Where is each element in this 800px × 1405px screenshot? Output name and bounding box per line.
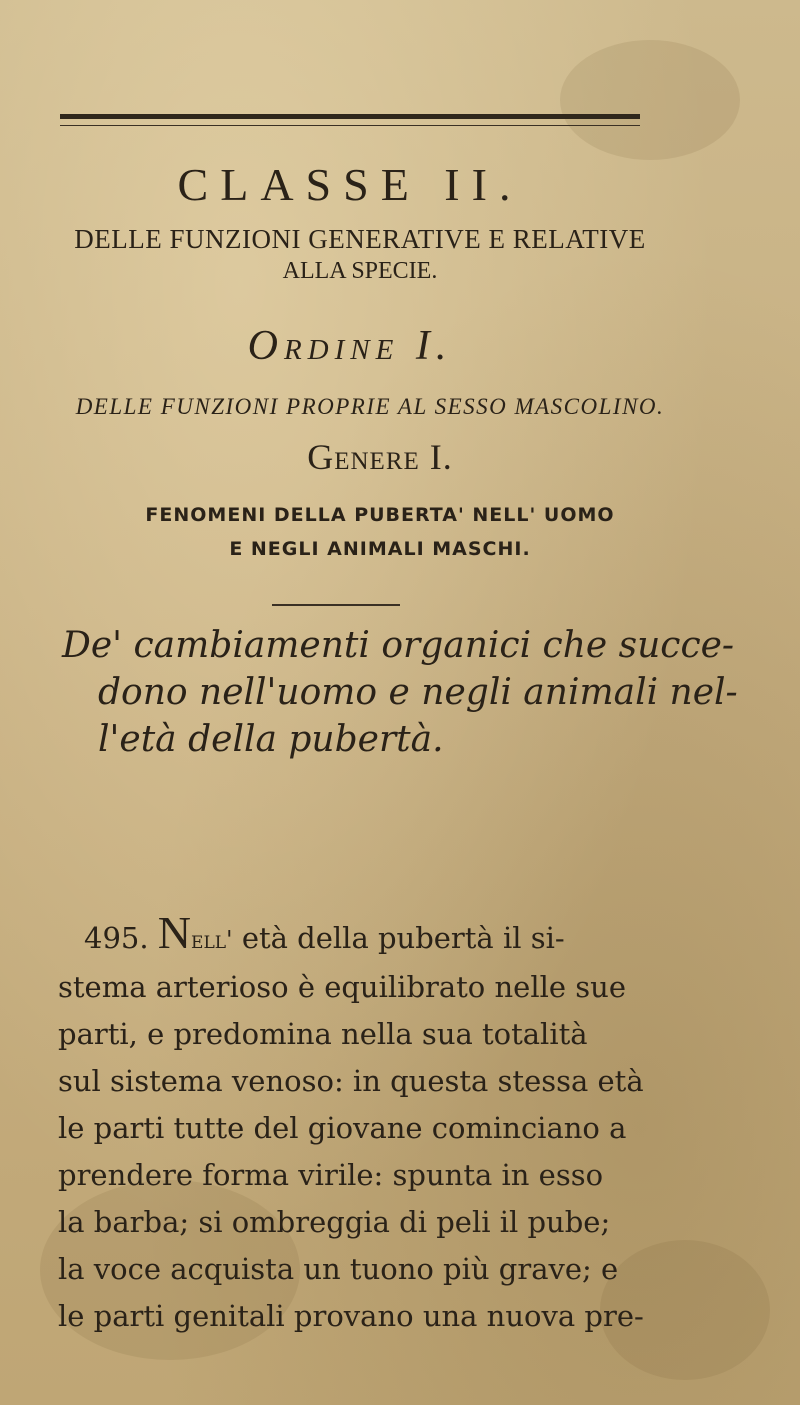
top-rule-thin — [60, 125, 640, 126]
paragraph-line: la barba; si ombreggia di peli il pube; — [58, 1205, 611, 1239]
section-divider — [272, 604, 400, 606]
paper-stain — [560, 40, 740, 160]
paragraph-line: le parti genitali provano una nuova pre- — [58, 1299, 644, 1333]
paragraph-line: sul sistema venoso: in questa stessa età — [58, 1064, 644, 1098]
order-subtitle: DELLE FUNZIONI PROPRIE AL SESSO MASCOLINO. — [75, 394, 665, 419]
class-subtitle-line2: ALLA SPECIE. — [282, 258, 438, 284]
genus-subtitle-line1: FENOMENI DELLA PUBERTA' NELL' UOMO — [145, 504, 615, 526]
genus-heading: Genere I. — [307, 437, 453, 477]
summary-line: l'età della pubertà. — [98, 719, 444, 760]
paragraph-text: età della pubertà il si- — [232, 921, 565, 955]
paragraph-first-line — [58, 907, 748, 964]
paragraph-495 — [58, 907, 748, 1340]
order-heading: Ordine I. — [247, 323, 453, 369]
paragraph-line: parti, e predomina nella sua totalità — [58, 1017, 588, 1051]
paragraph-number: 495. — [84, 921, 149, 955]
summary-line: dono nell'uomo e negli animali nel- — [98, 672, 738, 713]
paragraph-line: stema arterioso è equilibrato nelle sue — [58, 970, 626, 1004]
paragraph-line: le parti tutte del giovane cominciano a — [58, 1111, 627, 1145]
paragraph-line: prendere forma virile: spunta in esso — [58, 1158, 604, 1192]
genus-subtitle-line2: E NEGLI ANIMALI MASCHI. — [229, 538, 531, 560]
top-rule — [60, 114, 640, 119]
summary-line: De' cambiamenti organici che succe- — [62, 625, 735, 666]
class-heading: CLASSE II. — [177, 159, 523, 210]
class-subtitle-line1: DELLE FUNZIONI GENERATIVE E RELATIVE — [74, 224, 646, 254]
drop-cap-small-caps: ell' — [191, 926, 233, 954]
drop-cap: N — [157, 907, 192, 958]
paragraph-line: la voce acquista un tuono più grave; e — [58, 1252, 619, 1286]
section-summary — [62, 622, 762, 763]
